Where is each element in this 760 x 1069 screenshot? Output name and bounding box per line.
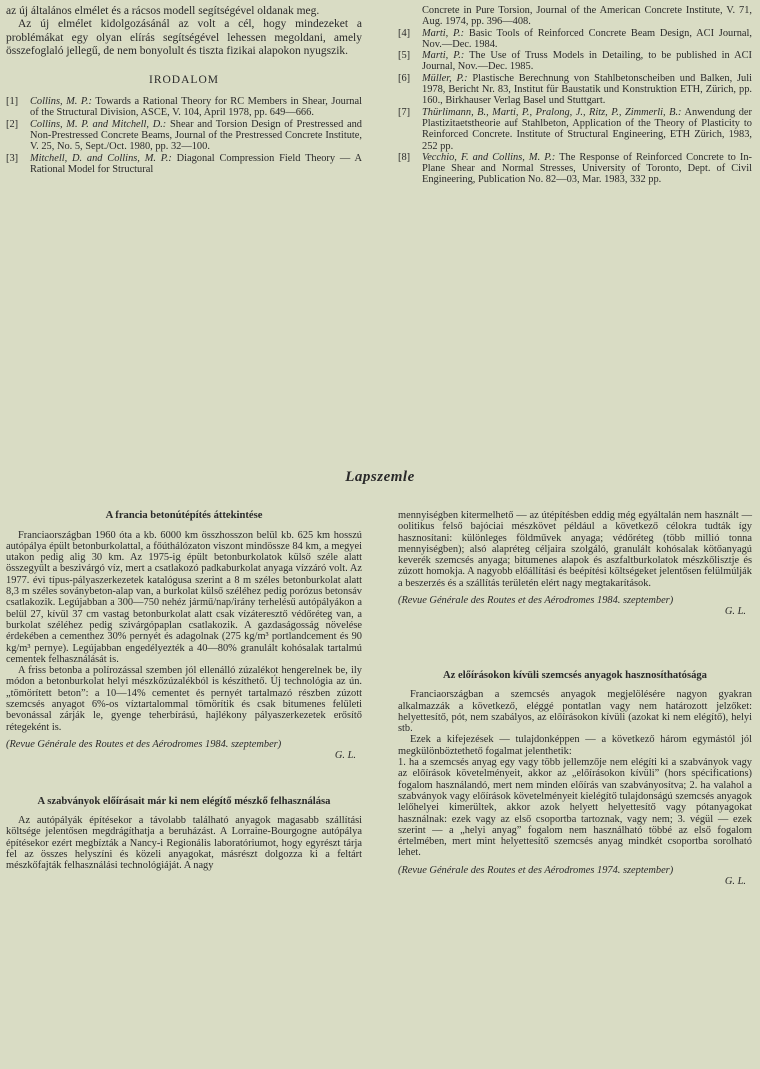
reference-text xyxy=(422,107,752,152)
bottom-left-column xyxy=(6,510,362,872)
bottom-right-column xyxy=(398,510,752,887)
reference-text xyxy=(422,28,752,51)
reference-item xyxy=(6,119,362,153)
reference-item xyxy=(398,152,752,186)
reference-number: [6] xyxy=(398,72,411,84)
reference-body: Shear and Torsion Design of Prestressed and Non-Prestressed Concrete Beams, Journal of the Prestressed Concrete Institute, V. 25, No. 5, Sept./Oct. 1980, pp. 32—100. xyxy=(30,118,362,153)
reference-item xyxy=(398,28,752,51)
article-title: Az előírásokon kívüli szemcsés anyagok hasznosíthatósága xyxy=(443,669,707,681)
references-title: IRODALOM xyxy=(149,73,219,86)
reference-item xyxy=(6,96,362,119)
reference-number: [7] xyxy=(398,106,411,118)
paragraph: Franciaországban 1960 óta a kb. 6000 km összhosszon belül kb. 625 km hosszú autópálya épült betonburkolattal, a főúthálózaton viszont mindössze 84 km, a megyei utakon pedig alig 30 km. Az 1975-ig épült betonburkolatok külső széle alatt összegyűlt a beszivárgó víz, mert a csatlakozó padkaburkolat anyaga vízzáró volt. Az 1977. évi típus-pályaszerkezetek katalógusa szerint a 8 m széles betonburkolat alatt 8,3 m széles soványbeton-alap van, a burkolat külső széléhez pedig porózus betonsáv csatlakozik. Legújabban a 300—750 nehéz jármű/nap/irány terhelésű autópályákon a belül 27, kívül 37 cm vastag betonburkolat alatt csak vízáteresztő védőréteg van, a burkolat széléhez pedig szivárgópaplan csatlakozik. A gazdaságosság növelése érdekében a cementhez 30% pernyét és adagolnak (275 kg/m³ portlandcement és 90 kg/m³ pernye). Legújabban engedélyezték a 40—80% granulált kohósalak tartalmú cementek felhasználását is. xyxy=(6,529,362,665)
reference-number-spacer xyxy=(398,5,422,28)
reference-number: [4] xyxy=(398,27,411,39)
paragraph: Az autópályák építésekor a távolabb található anyagok magasabb szállítási költsége jelentősen megdrágíthatja a beruházást. A Lorraine-Bourgogne autópálya építésekor ezért megbízták a Nancy-i Regionális laboratóriumot, hogy egyrészt tárja fel az összes helyszíni és közeli anyagokat, másrészt dolgozza ki a feltárt mészkőfajták felhasználási technológiáját. A nagy xyxy=(6,815,362,872)
reference-text xyxy=(30,96,362,119)
reference-body: Concrete in Pure Torsion, Journal of the American Concrete Institute, V. 71, Aug. 1974, pp. 396—408. xyxy=(422,5,752,28)
reference-text xyxy=(30,153,362,176)
reference-number: [5] xyxy=(398,50,411,62)
section-heading: Lapszemle xyxy=(345,469,415,485)
reference-author: Collins, M. P. and Mitchell, D.: xyxy=(30,118,167,130)
reference-text xyxy=(30,119,362,153)
reference-author: Marti, P.: xyxy=(422,50,465,62)
reference-body: The Response of Reinforced Concrete to In-Plane Shear and Normal Stresses, University of Toronto, Dept. of Civil Engineering, Publication No. 82—03, Mar. 1983, 332 pp. xyxy=(422,151,752,186)
article-source: (Revue Générale des Routes et des Aérodromes 1984. szeptember) xyxy=(398,595,674,607)
paragraph: Franciaországban a szemcsés anyagok megjelölésére nagyon gyakran alkalmazzák a következő, eléggé pontatlan vagy nem határozott jelzőket: helyettesítő, pót, nem szabályos, az előírásokon kívüli (azokat ki nem elégítő), helyi stb. xyxy=(398,689,752,735)
paragraph: A friss betonba a polírozással szemben jól ellenálló zúzalékot hengerelnek be, ily módon a betonburkolat helyi mészkőzúzalékból is készíthető. Új technológia az ún. „tömörített beton”: a 10—14% cementet és pernyét tartalmazó részben zúzott szemcsés anyagot 6%-os víztartalommal tömörítik és csak bitumenes felületi bevonással zárják le, gyenge teherbírású, hajlékony pályaszerkezetek erősítő rétegeként is. xyxy=(6,665,362,733)
reference-text xyxy=(422,73,752,107)
reference-item xyxy=(6,153,362,176)
reference-number: [3] xyxy=(6,152,19,164)
reference-author: Mitchell, D. and Collins, M. P.: xyxy=(30,152,172,164)
spacer xyxy=(398,618,752,670)
reference-text xyxy=(422,152,752,186)
reference-author: Marti, P.: xyxy=(422,27,465,39)
reference-item xyxy=(398,50,752,73)
article-source: (Revue Générale des Routes et des Aérodromes 1974. szeptember) xyxy=(398,864,674,876)
article-title: A francia betonútépítés áttekintése xyxy=(105,510,263,521)
reference-number: [2] xyxy=(6,118,19,130)
reference-body: Anwendung der Plastizitaetstheorie auf Stahlbeton, Application of the Theory of Plasticity to Reinforced Concrete. Institute of Structural Engineering, ETH Zürich, 1983, 252 pp. xyxy=(422,106,752,152)
reference-list xyxy=(6,96,362,175)
reference-author: Collins, M. P.: xyxy=(30,96,92,108)
article-source: (Revue Générale des Routes et des Aérodromes 1984. szeptember) xyxy=(6,738,282,750)
reference-author: Vecchio, F. and Collins, M. P.: xyxy=(422,151,556,163)
reference-text xyxy=(422,50,752,73)
paragraph: az új általános elmélet és a rácsos modell segítségével oldanak meg. xyxy=(6,5,320,17)
reference-item xyxy=(398,107,752,152)
paragraph: Ezek a kifejezések — tulajdonképpen — a következő három egymástól jól megkülönböztethető fogalmat jelenthetik: xyxy=(398,734,752,757)
top-left-column xyxy=(6,5,362,175)
reference-body: Towards a Rational Theory for RC Members in Shear, Journal of the Structural Division, ASCE, V. 104, April 1978, pp. 649—666. xyxy=(30,96,362,119)
reference-body: Plastische Berechnung von Stahlbetonscheiben und Balken, Juli 1978, Bericht Nr. 83, Institut für Baustatik und Konstruktion ETH, Zürich, pp. 160., Birkhauser Verlag Basel und Stuttgart. xyxy=(422,72,752,107)
reference-continuation xyxy=(398,5,752,28)
spacer xyxy=(6,762,362,796)
reference-author: Müller, P.: xyxy=(422,72,468,84)
reference-body: Basic Tools of Reinforced Concrete Beam Design, ACI Journal, Nov.—Dec. 1984. xyxy=(422,27,752,50)
paragraph: 1. ha a szemcsés anyag egy vagy több jellemzője nem elégíti ki a szabványok vagy az előírások követelményeit, akkor az „előírásokon kívüli” (hors spécifications) fogalom használandó, mert nem minden előírás van szabványosítva; 2. ha valahol a szabványok vagy előírások követelményeit kielégítő tulajdonságú szemcsés anyagok lelőhelyei kimerültek, akkor azok helyett helyettesítő vagy pótanyagokat használnak: ezek vagy az első csoportba tartoznak, vagy nem; 3. végül — ezek szerint — a „helyi anyag” fogalom nem használható többé az első fogalom értelmében, mert mint helyettesítő szemcsés anyag mindkét csoportba sorolható lehet. xyxy=(398,757,752,859)
article-signature: G. L. xyxy=(724,606,746,618)
article-signature: G. L. xyxy=(724,876,746,888)
reference-body: The Use of Truss Models in Detailing, to be published in ACI Journal, Nov.—Dec. 1985. xyxy=(422,50,752,73)
top-right-column xyxy=(398,5,752,186)
article-signature: G. L. xyxy=(334,750,356,762)
article-title: A szabványok előírásait már ki nem elégítő mészkő felhasználása xyxy=(37,795,331,807)
paragraph: Az új elmélet kidolgozásánál az volt a cél, hogy mindezeket a problémákat egy olyan elírás segítségével lehessen megoldani, amely összefoglaló jellegű, de nem bonyolult és tiszta fizikai alapokon nyugszik. xyxy=(6,18,362,58)
reference-number: [8] xyxy=(398,151,411,163)
reference-body: Diagonal Compression Field Theory — A Rational Model for Structural xyxy=(30,152,362,175)
reference-author: Thürlimann, B., Marti, P., Pralong, J., Ritz, P., Zimmerli, B.: xyxy=(422,106,682,118)
paragraph: mennyiségben kitermelhető — az útépítésben eddig még egyáltalán nem használt — oolitikus felső bajóciai mészkövet például a következő célokra tudták így hasznosítani: különleges földművek anyaga; védőréteg (több millió tonna mennyiségben); alsó alapréteg céljaira szolgáló, granulált kohósalak kötőanyagú keverék szemcsés anyaga; bitumenes alapok és aszfaltburkolatok mészkőlisztje és zúzott homokja. A nagyobb előállítási és beépítési költségeket jelentősen felülmúlják a beszerzés és a szállítás területén elért nagy megtakarítások. xyxy=(398,510,752,589)
reference-item xyxy=(398,73,752,107)
reference-number: [1] xyxy=(6,96,19,108)
